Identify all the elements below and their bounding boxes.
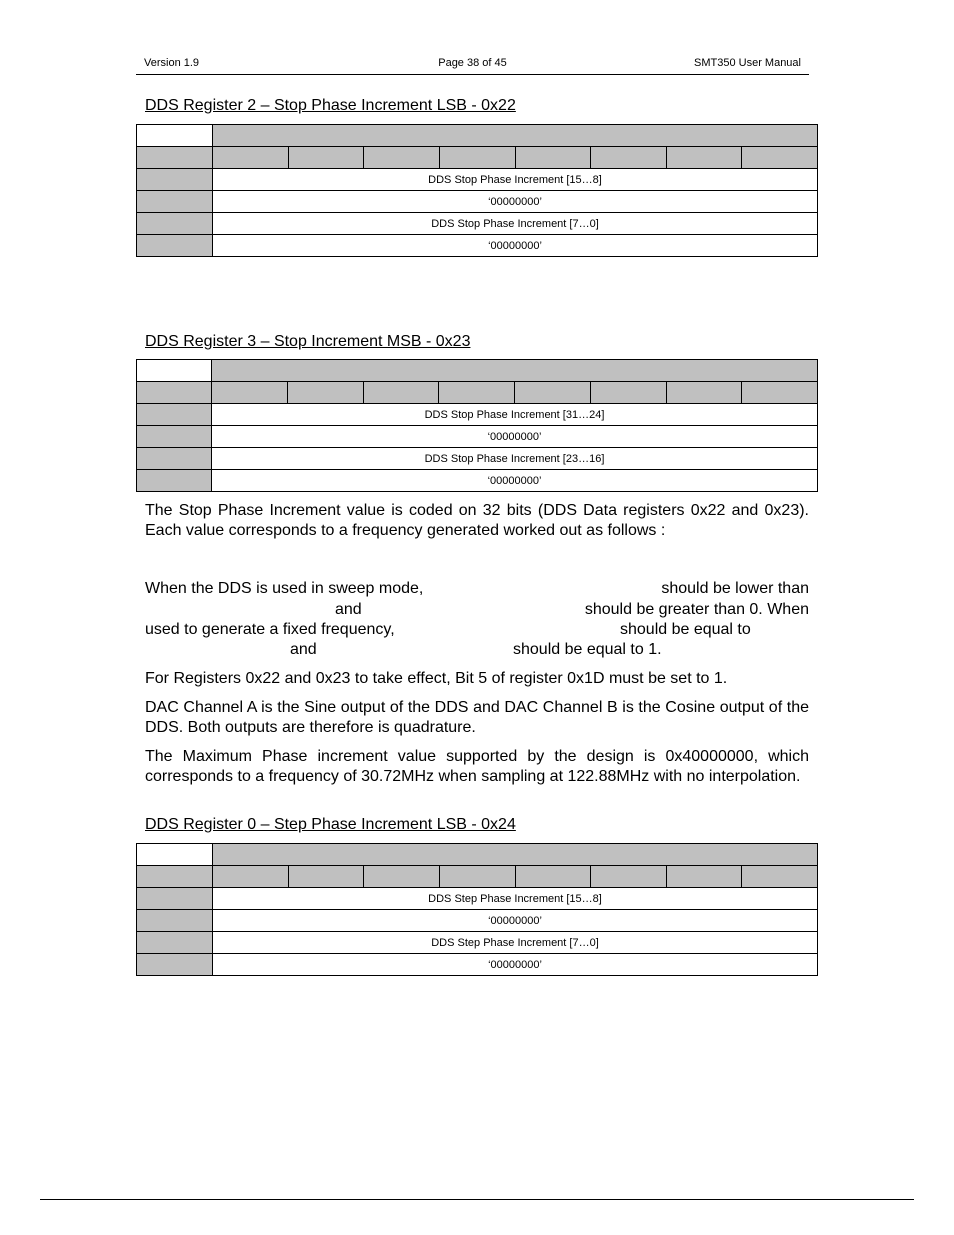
- table-cell: ‘00000000’: [213, 235, 818, 257]
- table-bit-row: [137, 147, 818, 169]
- registers-effect-paragraph: For Registers 0x22 and 0x23 to take effect, Bit 5 of register 0x1D must be set to 1.: [145, 670, 728, 687]
- table-row: [137, 404, 818, 426]
- sweep-line-2a: and: [335, 601, 362, 618]
- table-row: [137, 470, 818, 492]
- max-phase-paragraph: The Maximum Phase increment value supported by the design is 0x40000000, which corresponds to a frequency of 30.72MHz when sampling at 122.88MHz with no interpolation.: [145, 748, 809, 785]
- table-cell: DDS Stop Phase Increment [15…8]: [213, 169, 818, 191]
- table-cell: DDS Stop Phase Increment [23…16]: [212, 448, 818, 470]
- table-row: [137, 448, 818, 470]
- table-row: [137, 426, 818, 448]
- table-header-cell: [213, 844, 818, 866]
- table-cell: ‘00000000’: [212, 470, 818, 492]
- table-corner-cell: [137, 360, 212, 382]
- header-version: Version 1.9: [144, 57, 200, 69]
- table-cell: ‘00000000’: [213, 191, 818, 213]
- register-2-table: [136, 124, 818, 257]
- coding-paragraph: The Stop Phase Increment value is coded on 32 bits (DDS Data registers 0x22 and 0x23). Each value corresponds to a frequency generated worked out as follows :: [145, 502, 809, 539]
- table-corner-cell: [137, 844, 213, 866]
- table-row: [137, 169, 818, 191]
- page-header: [136, 56, 809, 75]
- table-cell: ‘00000000’: [213, 910, 818, 932]
- table-row: [137, 213, 818, 235]
- sweep-line-1b: should be lower than: [661, 580, 809, 597]
- table-row: [137, 888, 818, 910]
- sweep-line-3a: used to generate a fixed frequency,: [145, 621, 395, 638]
- table-row: [137, 932, 818, 954]
- table-row: [137, 235, 818, 257]
- header-manual-title: SMT350 User Manual: [694, 57, 801, 69]
- register-2-title: DDS Register 2 – Stop Phase Increment LSB - 0x22: [145, 97, 516, 114]
- table-cell: DDS Step Phase Increment [7…0]: [213, 932, 818, 954]
- sweep-line-2b: should be greater than 0. When: [584, 601, 809, 618]
- register-0-table: [136, 843, 818, 976]
- table-cell: DDS Stop Phase Increment [7…0]: [213, 213, 818, 235]
- table-cell: DDS Step Phase Increment [15…8]: [213, 888, 818, 910]
- table-bit-row: [137, 866, 818, 888]
- table-row: [137, 910, 818, 932]
- register-0-title: DDS Register 0 – Step Phase Increment LSB - 0x24: [145, 816, 516, 833]
- footer-divider: [40, 1199, 914, 1200]
- sweep-line-3b: should be equal to: [620, 621, 751, 638]
- header-page-number: Page 38 of 45: [438, 57, 507, 69]
- sweep-line-1a: When the DDS is used in sweep mode,: [145, 580, 424, 597]
- table-header-cell: [212, 360, 818, 382]
- table-row: [137, 954, 818, 976]
- table-row: [137, 191, 818, 213]
- register-3-table: [136, 359, 818, 492]
- sweep-line-4a: and: [290, 641, 317, 658]
- sweep-line-4b: should be equal to 1.: [513, 641, 662, 658]
- dac-paragraph: DAC Channel A is the Sine output of the DDS and DAC Channel B is the Cosine output of the DDS. Both outputs are therefore is quadrature.: [145, 699, 809, 736]
- table-corner-cell: [137, 125, 213, 147]
- table-cell: DDS Stop Phase Increment [31…24]: [212, 404, 818, 426]
- table-bit-row: [137, 382, 818, 404]
- table-cell: ‘00000000’: [212, 426, 818, 448]
- table-cell: ‘00000000’: [213, 954, 818, 976]
- table-header-cell: [213, 125, 818, 147]
- register-3-title: DDS Register 3 – Stop Increment MSB - 0x23: [145, 333, 471, 350]
